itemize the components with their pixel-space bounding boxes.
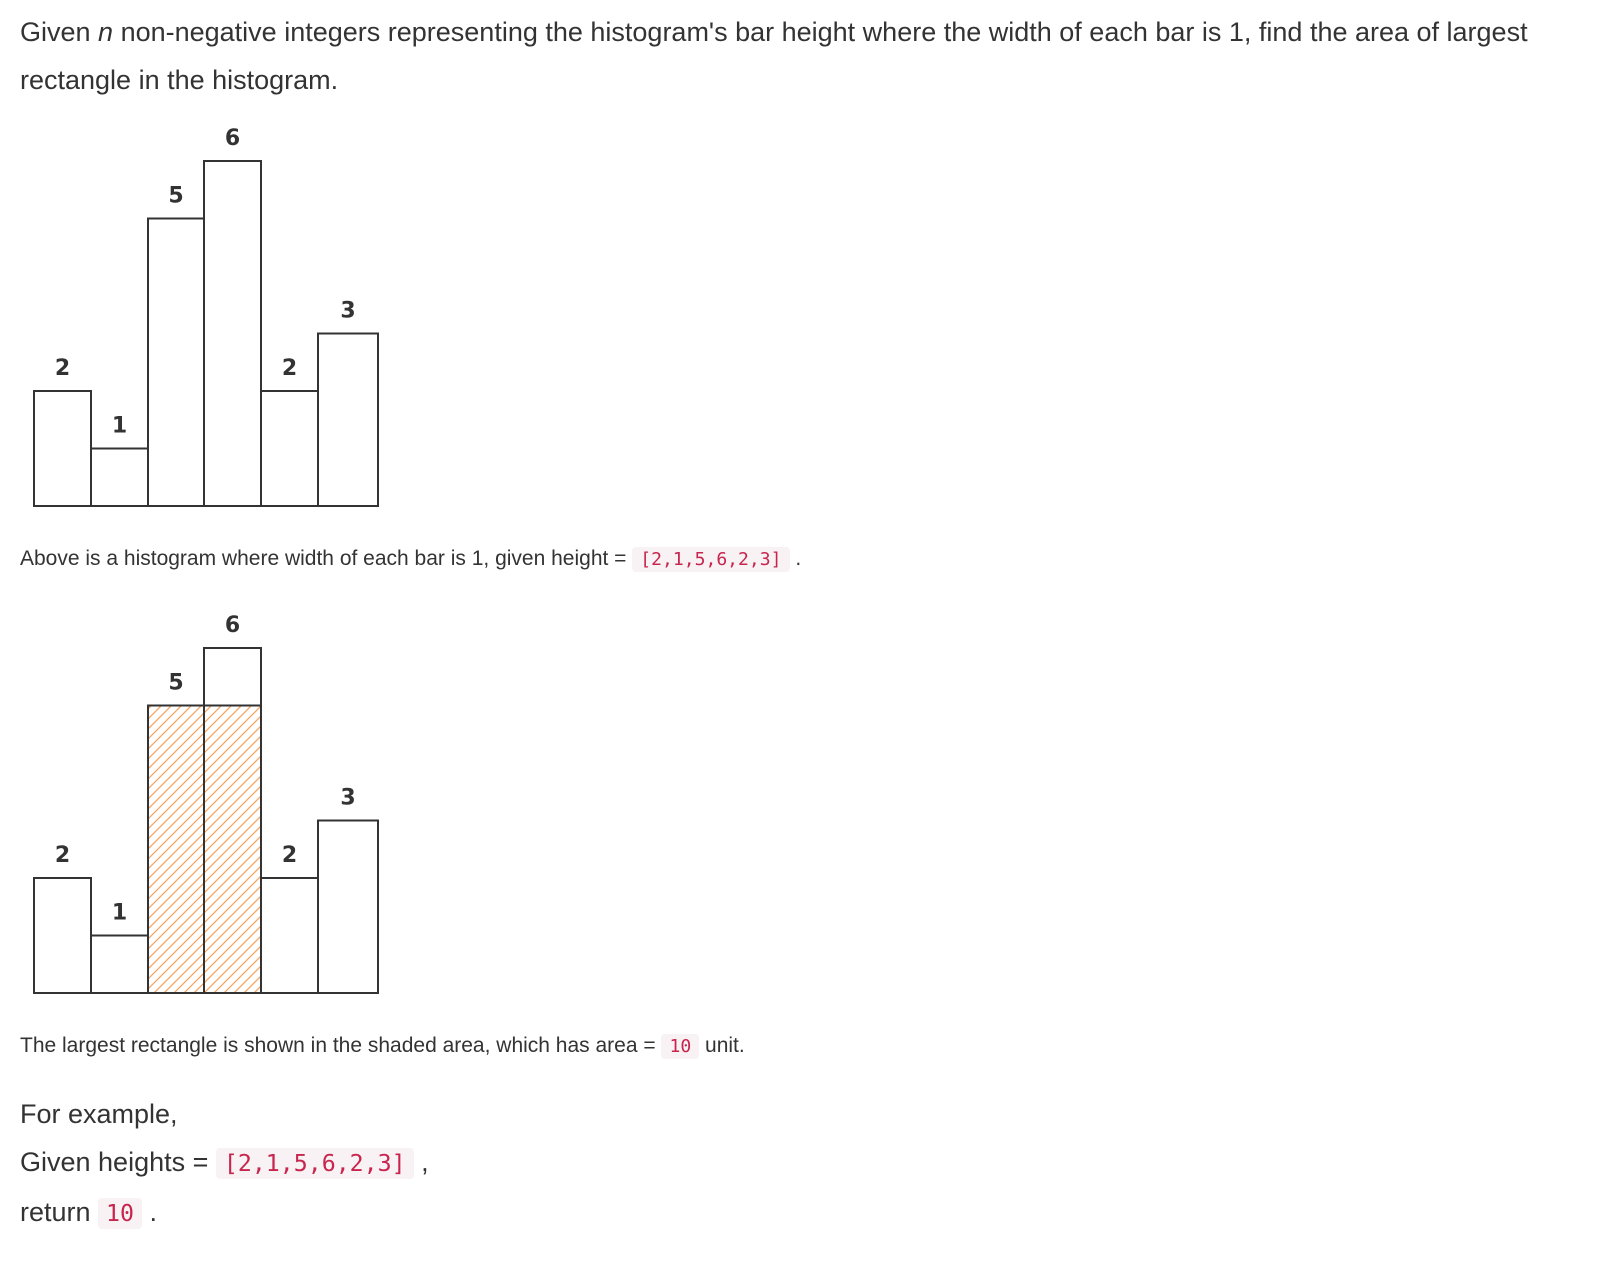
histogram-bar-5 [318, 334, 378, 507]
caption2-post: unit. [699, 1034, 745, 1057]
shaded-histogram-chart [0, 597, 420, 1007]
histogram-caption [20, 544, 801, 575]
histogram-chart [0, 110, 420, 520]
shaded-histogram-shaded-region-2 [148, 706, 204, 994]
shaded-histogram-bar-4 [261, 878, 318, 993]
shaded-histogram-bar-label-2: 5 [168, 670, 184, 696]
example-input-post: , [421, 1147, 429, 1177]
shaded-histogram-bar-label-5: 3 [340, 785, 356, 811]
shaded-histogram-bar-0 [34, 878, 91, 993]
histogram-bar-label-0: 2 [54, 356, 71, 381]
histogram-svg [0, 110, 420, 520]
histogram-bar-0 [34, 391, 91, 506]
histogram-bar-2 [148, 219, 204, 507]
example-heights-code: [2,1,5,6,2,3] [216, 1148, 414, 1179]
histogram-bar-label-2: 5 [168, 183, 184, 209]
intro-pre: Given [20, 17, 99, 47]
caption1-post: . [795, 547, 802, 570]
histogram-bar-label-1: 1 [111, 413, 128, 439]
shaded-histogram-bar-1 [91, 936, 148, 994]
histogram-bar-3 [204, 161, 261, 506]
example-heading: For example, [20, 1099, 178, 1129]
shaded-histogram-bar-label-0: 2 [54, 843, 71, 868]
caption2-pre: The largest rectangle is shown in the shaded area, which has area = [20, 1034, 662, 1057]
example-block [20, 1090, 429, 1238]
shaded-histogram-bar-label-4: 2 [281, 843, 298, 868]
example-return-code: 10 [98, 1198, 142, 1229]
caption1-pre: Above is a histogram where width of each bar is 1, given height = [20, 547, 633, 570]
histogram-bar-label-4: 2 [281, 356, 298, 381]
example-input-line [20, 1138, 429, 1188]
shaded-histogram-svg [0, 597, 420, 1007]
histogram-bar-label-5: 3 [340, 298, 356, 324]
heights-code: [2,1,5,6,2,3] [632, 547, 789, 572]
shaded-histogram-bar-label-1: 1 [111, 900, 128, 926]
histogram-bar-4 [261, 391, 318, 506]
area-code: 10 [661, 1034, 699, 1059]
shaded-histogram-shaded-region-3 [204, 706, 261, 994]
problem-statement [20, 8, 1580, 104]
intro-post: non-negative integers representing the histogram's bar height where the width of each bar is 1, find the area of largest rectangle in the histogram. [20, 17, 1528, 95]
example-input-pre: Given heights = [20, 1147, 216, 1177]
shaded-histogram-bar-label-3: 6 [224, 613, 241, 638]
example-output-line [20, 1188, 429, 1238]
shaded-histogram-bar-5 [318, 821, 378, 994]
area-caption [20, 1031, 745, 1062]
example-output-pre: return [20, 1197, 99, 1227]
example-output-post: . [149, 1197, 158, 1227]
histogram-bar-1 [91, 449, 148, 507]
histogram-bar-label-3: 6 [224, 126, 241, 151]
variable-n: n [98, 17, 114, 47]
